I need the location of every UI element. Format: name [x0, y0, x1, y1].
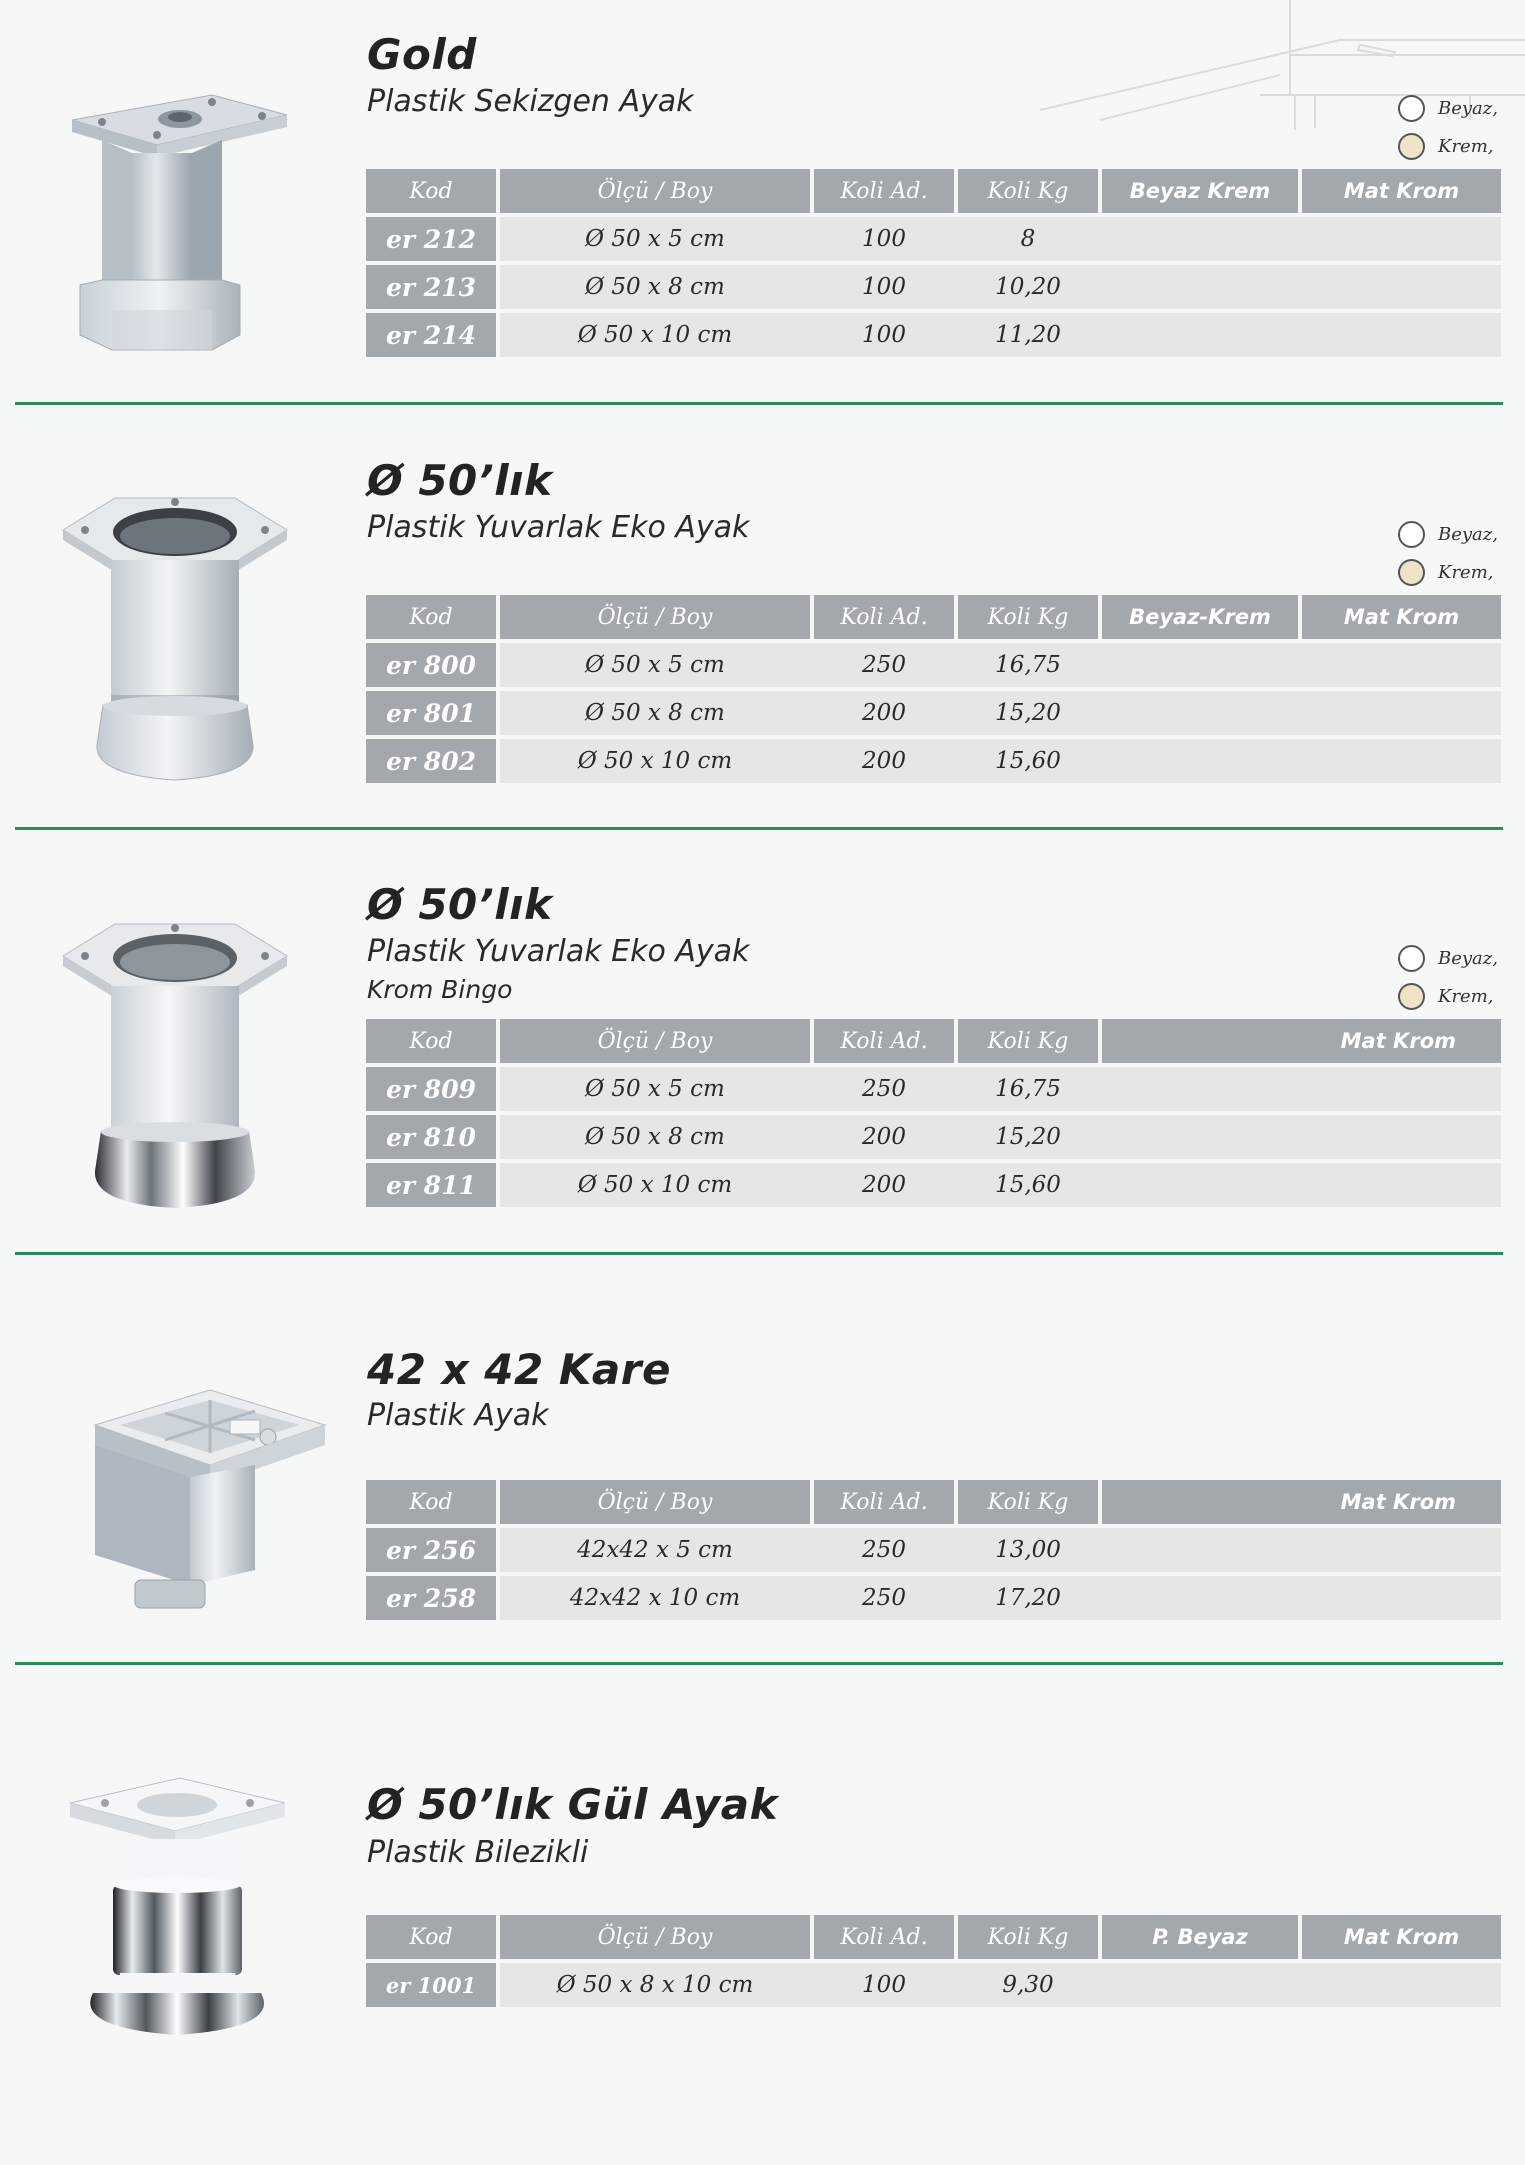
cell-mat-krom: [1102, 1528, 1501, 1572]
rose-leg-icon: [65, 1773, 290, 2043]
row-code: er 810: [366, 1115, 496, 1159]
cell-koli-ad: 250: [862, 1076, 906, 1102]
header-kod: Kod: [366, 595, 496, 639]
header-koli-kg: Koli Kg: [958, 595, 1098, 639]
header-mat-krom: Mat Krom: [1302, 595, 1501, 639]
cell-koli-ad: 200: [862, 1172, 906, 1198]
header-mat-krom: Mat Krom: [1102, 1480, 1501, 1524]
product-title: Ø 50’lık: [367, 880, 553, 929]
cell-koli-kg: 16,75: [995, 1076, 1061, 1102]
header-p-beyaz: P. Beyaz: [1102, 1915, 1298, 1959]
product-subtitle: Plastik Bilezikli: [367, 1835, 589, 1870]
header-koli-ad: Koli Ad.: [814, 169, 954, 213]
cell-olcu: Ø 50 x 5 cm: [585, 652, 725, 678]
header-koli-ad: Koli Ad.: [814, 1480, 954, 1524]
header-kod: Kod: [366, 1019, 496, 1063]
legend-krem-label: Krem,: [1438, 561, 1494, 583]
cell-koli-ad: 200: [862, 748, 906, 774]
cell-olcu: Ø 50 x 8 x 10 cm: [556, 1972, 754, 1998]
cell-olcu: Ø 50 x 8 cm: [585, 700, 725, 726]
cell-koli-kg: 17,20: [995, 1585, 1061, 1611]
header-beyaz-krem: Beyaz-Krem: [1102, 595, 1298, 639]
cell-olcu: Ø 50 x 10 cm: [577, 748, 733, 774]
square-leg-icon: [90, 1385, 330, 1620]
table-row: [500, 1115, 1501, 1159]
cell-beyaz-krem: [1102, 643, 1298, 687]
color-legend: [1398, 515, 1525, 591]
section-divider: [15, 827, 1503, 830]
cell-olcu: 42x42 x 10 cm: [569, 1585, 741, 1611]
cell-koli-ad: 100: [862, 274, 906, 300]
table-row: [500, 1963, 1501, 2007]
product-subtitle: Plastik Yuvarlak Eko Ayak: [367, 934, 750, 969]
header-mat-krom: Mat Krom: [1102, 1019, 1501, 1063]
product-subtitle: Plastik Sekizgen Ayak: [367, 84, 694, 119]
cell-beyaz-krem: [1102, 313, 1298, 357]
octagonal-leg-icon: [62, 85, 292, 365]
cell-beyaz-krem: [1102, 739, 1298, 783]
legend-beyaz-label: Beyaz,: [1438, 523, 1498, 545]
cell-olcu: Ø 50 x 8 cm: [585, 274, 725, 300]
cell-koli-ad: 100: [862, 322, 906, 348]
cell-mat-krom: [1302, 1963, 1501, 2007]
table-row: [500, 1163, 1501, 1207]
row-code: er 801: [366, 691, 496, 735]
cell-p-beyaz: [1102, 1963, 1298, 2007]
white-swatch-icon: [1398, 521, 1425, 548]
cream-swatch-icon: [1398, 983, 1425, 1010]
product-section-gold: [0, 0, 1525, 420]
cell-beyaz-krem: [1102, 691, 1298, 735]
cell-olcu: Ø 50 x 8 cm: [585, 1124, 725, 1150]
cell-koli-kg: 15,20: [995, 1124, 1061, 1150]
product-section-eko: [0, 426, 1525, 846]
cell-koli-ad: 250: [862, 1537, 906, 1563]
cell-beyaz-krem: [1102, 265, 1298, 309]
row-code: er 212: [366, 217, 496, 261]
cell-olcu: Ø 50 x 10 cm: [577, 1172, 733, 1198]
product-table: [366, 595, 1505, 783]
legend-krem: [1398, 127, 1525, 165]
row-code: er 256: [366, 1528, 496, 1572]
cell-koli-ad: 200: [862, 700, 906, 726]
header-olcu: Ölçü / Boy: [500, 169, 810, 213]
cell-koli-kg: 9,30: [1002, 1972, 1054, 1998]
legend-beyaz: [1398, 515, 1525, 553]
cell-koli-kg: 15,60: [995, 748, 1061, 774]
cell-olcu: Ø 50 x 5 cm: [585, 1076, 725, 1102]
cell-mat-krom: [1102, 1576, 1501, 1620]
row-code: er 811: [366, 1163, 496, 1207]
row-code: er 258: [366, 1576, 496, 1620]
legend-beyaz-label: Beyaz,: [1438, 947, 1498, 969]
cell-olcu: Ø 50 x 10 cm: [577, 322, 733, 348]
product-section-bingo: [0, 850, 1525, 1270]
header-koli-kg: Koli Kg: [958, 169, 1098, 213]
cell-mat-krom: [1102, 1067, 1501, 1111]
cell-koli-ad: 250: [862, 652, 906, 678]
legend-krem: [1398, 553, 1525, 591]
legend-beyaz-label: Beyaz,: [1438, 97, 1498, 119]
white-swatch-icon: [1398, 95, 1425, 122]
cell-mat-krom: [1302, 217, 1501, 261]
row-code: er 214: [366, 313, 496, 357]
header-beyaz-krem: Beyaz Krem: [1102, 169, 1298, 213]
product-section-gul: [0, 1745, 1525, 2165]
round-eco-leg-icon: [55, 490, 295, 790]
table-row: [500, 691, 1501, 735]
cell-olcu: 42x42 x 5 cm: [577, 1537, 733, 1563]
header-koli-kg: Koli Kg: [958, 1915, 1098, 1959]
row-code: er 809: [366, 1067, 496, 1111]
table-row: [500, 1528, 1501, 1572]
table-row: [500, 217, 1501, 261]
cream-swatch-icon: [1398, 559, 1425, 586]
product-table: [366, 169, 1505, 357]
header-mat-krom: Mat Krom: [1302, 1915, 1501, 1959]
white-swatch-icon: [1398, 945, 1425, 972]
row-code: er 800: [366, 643, 496, 687]
cell-koli-kg: 15,60: [995, 1172, 1061, 1198]
table-row: [500, 313, 1501, 357]
header-olcu: Ölçü / Boy: [500, 595, 810, 639]
table-row: [500, 739, 1501, 783]
header-koli-ad: Koli Ad.: [814, 595, 954, 639]
cell-koli-kg: 10,20: [995, 274, 1061, 300]
legend-krem-label: Krem,: [1438, 135, 1494, 157]
table-row: [500, 265, 1501, 309]
header-koli-ad: Koli Ad.: [814, 1019, 954, 1063]
table-row: [500, 1576, 1501, 1620]
product-title: Ø 50’lık Gül Ayak: [367, 1780, 779, 1829]
product-table: [366, 1480, 1505, 1620]
product-subtitle: Plastik Ayak: [367, 1398, 549, 1433]
product-section-kare: [0, 1310, 1525, 1730]
header-koli-kg: Koli Kg: [958, 1480, 1098, 1524]
cell-koli-ad: 100: [862, 226, 906, 252]
table-row: [500, 1067, 1501, 1111]
product-title: Ø 50’lık: [367, 456, 553, 505]
header-olcu: Ölçü / Boy: [500, 1915, 810, 1959]
cell-mat-krom: [1302, 739, 1501, 783]
cell-olcu: Ø 50 x 5 cm: [585, 226, 725, 252]
cell-mat-krom: [1102, 1163, 1501, 1207]
product-subtitle: Plastik Yuvarlak Eko Ayak: [367, 510, 750, 545]
color-legend: [1398, 939, 1525, 1015]
row-code: er 213: [366, 265, 496, 309]
round-bingo-leg-icon: [55, 916, 295, 1216]
cell-mat-krom: [1302, 691, 1501, 735]
section-divider: [15, 402, 1503, 405]
cell-beyaz-krem: [1102, 217, 1298, 261]
header-kod: Kod: [366, 1915, 496, 1959]
header-kod: Kod: [366, 1480, 496, 1524]
product-title: 42 x 42 Kare: [367, 1345, 671, 1394]
cell-koli-ad: 250: [862, 1585, 906, 1611]
cream-swatch-icon: [1398, 133, 1425, 160]
cell-mat-krom: [1302, 265, 1501, 309]
header-olcu: Ölçü / Boy: [500, 1019, 810, 1063]
product-table: [366, 1019, 1505, 1207]
header-koli-kg: Koli Kg: [958, 1019, 1098, 1063]
cell-mat-krom: [1302, 643, 1501, 687]
row-code: er 1001: [366, 1963, 496, 2007]
legend-beyaz: [1398, 89, 1525, 127]
cell-koli-kg: 16,75: [995, 652, 1061, 678]
header-olcu: Ölçü / Boy: [500, 1480, 810, 1524]
row-code: er 802: [366, 739, 496, 783]
header-koli-ad: Koli Ad.: [814, 1915, 954, 1959]
cell-koli-kg: 13,00: [995, 1537, 1061, 1563]
product-title: Gold: [367, 30, 477, 79]
cell-koli-kg: 8: [1020, 226, 1036, 252]
header-kod: Kod: [366, 169, 496, 213]
cell-mat-krom: [1302, 313, 1501, 357]
legend-krem-label: Krem,: [1438, 985, 1494, 1007]
section-divider: [15, 1252, 1503, 1255]
cell-koli-kg: 11,20: [995, 322, 1061, 348]
cell-koli-kg: 15,20: [995, 700, 1061, 726]
legend-beyaz: [1398, 939, 1525, 977]
cell-mat-krom: [1102, 1115, 1501, 1159]
cell-koli-ad: 100: [862, 1972, 906, 1998]
table-row: [500, 643, 1501, 687]
product-table: [366, 1915, 1505, 2007]
product-subtitle-secondary: Krom Bingo: [367, 975, 513, 1004]
color-legend: [1398, 89, 1525, 165]
cell-koli-ad: 200: [862, 1124, 906, 1150]
legend-krem: [1398, 977, 1525, 1015]
header-mat-krom: Mat Krom: [1302, 169, 1501, 213]
section-divider: [15, 1662, 1503, 1665]
